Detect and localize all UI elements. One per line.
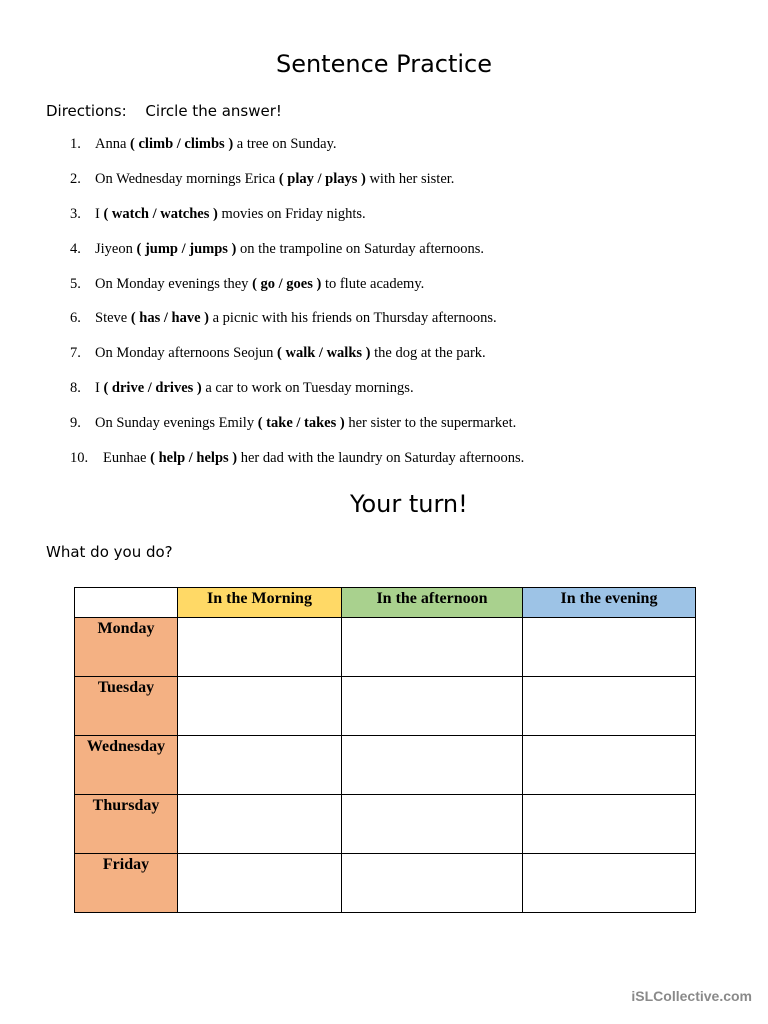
question-text-before: Jiyeon <box>95 240 137 257</box>
question-text-after: the dog at the park. <box>370 345 486 362</box>
answer-cell-evening[interactable] <box>523 795 696 854</box>
question-text-after: to flute academy. <box>321 275 425 292</box>
day-label: Tuesday <box>75 677 178 736</box>
question-text-after: with her sister. <box>365 170 455 187</box>
header-morning: In the Morning <box>178 588 342 618</box>
answer-choice[interactable]: ( take / takes ) <box>257 415 345 432</box>
question-number: 3. <box>70 205 81 222</box>
table-row <box>75 795 696 854</box>
day-label: Friday <box>75 854 178 913</box>
question-text-after: a tree on Sunday. <box>233 136 337 152</box>
directions-text: Circle the answer! <box>145 102 282 120</box>
question-text-after: her dad with the laundry on Saturday afternoons. <box>237 450 525 467</box>
question-text-before: Steve <box>95 310 131 327</box>
question-text-before: On Wednesday mornings Erica <box>95 170 279 187</box>
question-text-before: I <box>95 205 104 222</box>
question-text-before: On Monday evenings they <box>95 275 253 292</box>
question-number: 1. <box>70 136 81 152</box>
question-item <box>70 380 524 415</box>
question-text-after: a picnic with his friends on Thursday afternoons. <box>209 310 497 327</box>
question-number: 2. <box>70 170 81 187</box>
directions <box>46 102 282 120</box>
table-row <box>75 677 696 736</box>
answer-cell-evening[interactable] <box>523 677 696 736</box>
question-text-after: a car to work on Tuesday mornings. <box>201 380 414 397</box>
question-item <box>70 171 524 206</box>
question-number: 8. <box>70 380 81 397</box>
question-text-before: On Sunday evenings Emily <box>95 415 258 432</box>
question-text-before: Eunhae <box>103 450 151 467</box>
answer-cell-afternoon[interactable] <box>342 795 523 854</box>
question-item <box>70 276 524 311</box>
question-item <box>70 241 524 276</box>
answer-choice[interactable]: ( jump / jumps ) <box>136 240 237 257</box>
answer-cell-morning[interactable] <box>178 618 342 677</box>
question-text-before: I <box>95 380 104 397</box>
question-text-after: movies on Friday nights. <box>217 205 366 222</box>
day-label: Wednesday <box>75 736 178 795</box>
answer-choice[interactable]: ( has / have ) <box>130 310 209 327</box>
question-number: 7. <box>70 345 81 362</box>
question-item <box>70 136 524 171</box>
answer-choice[interactable]: ( climb / climbs ) <box>130 136 234 152</box>
table-row <box>75 854 696 913</box>
question-item <box>70 415 524 450</box>
question-text-after: her sister to the supermarket. <box>344 415 517 432</box>
answer-cell-evening[interactable] <box>523 736 696 795</box>
question-text-before: Anna <box>95 136 131 152</box>
answer-choice[interactable]: ( go / goes ) <box>252 275 322 292</box>
answer-cell-afternoon[interactable] <box>342 677 523 736</box>
answer-choice[interactable]: ( help / helps ) <box>150 450 238 467</box>
header-blank <box>75 588 178 618</box>
question-number: 5. <box>70 275 81 292</box>
answer-cell-evening[interactable] <box>523 854 696 913</box>
answer-choice[interactable]: ( watch / watches ) <box>103 205 218 222</box>
answer-choice[interactable]: ( drive / drives ) <box>103 380 202 397</box>
question-item <box>70 450 524 485</box>
answer-cell-morning[interactable] <box>178 854 342 913</box>
answer-cell-morning[interactable] <box>178 795 342 854</box>
answer-cell-morning[interactable] <box>178 677 342 736</box>
question-number: 4. <box>70 240 81 257</box>
question-list <box>70 136 524 485</box>
schedule-table <box>74 587 696 913</box>
answer-cell-afternoon[interactable] <box>342 618 523 677</box>
header-afternoon: In the afternoon <box>342 588 523 618</box>
activity-prompt: What do you do? <box>46 543 173 561</box>
header-evening: In the evening <box>523 588 696 618</box>
table-row <box>75 736 696 795</box>
question-text-after: on the trampoline on Saturday afternoons. <box>236 240 485 257</box>
page-title: Sentence Practice <box>275 50 493 78</box>
question-text-before: On Monday afternoons Seojun <box>95 345 278 362</box>
answer-choice[interactable]: ( play / plays ) <box>278 170 366 187</box>
table-row <box>75 618 696 677</box>
answer-cell-morning[interactable] <box>178 736 342 795</box>
directions-label: Directions: <box>46 102 127 120</box>
question-number: 6. <box>70 310 81 327</box>
table-header-row <box>75 588 696 618</box>
answer-cell-afternoon[interactable] <box>342 854 523 913</box>
day-label: Monday <box>75 618 178 677</box>
question-item <box>70 345 524 380</box>
watermark: iSLCollective.com <box>631 988 752 1004</box>
answer-cell-afternoon[interactable] <box>342 736 523 795</box>
question-item <box>70 206 524 241</box>
question-number: 9. <box>70 415 81 432</box>
day-label: Thursday <box>75 795 178 854</box>
question-number: 10. <box>70 450 89 467</box>
question-item <box>70 310 524 345</box>
your-turn-heading: Your turn! <box>350 490 468 518</box>
answer-cell-evening[interactable] <box>523 618 696 677</box>
answer-choice[interactable]: ( walk / walks ) <box>277 345 371 362</box>
